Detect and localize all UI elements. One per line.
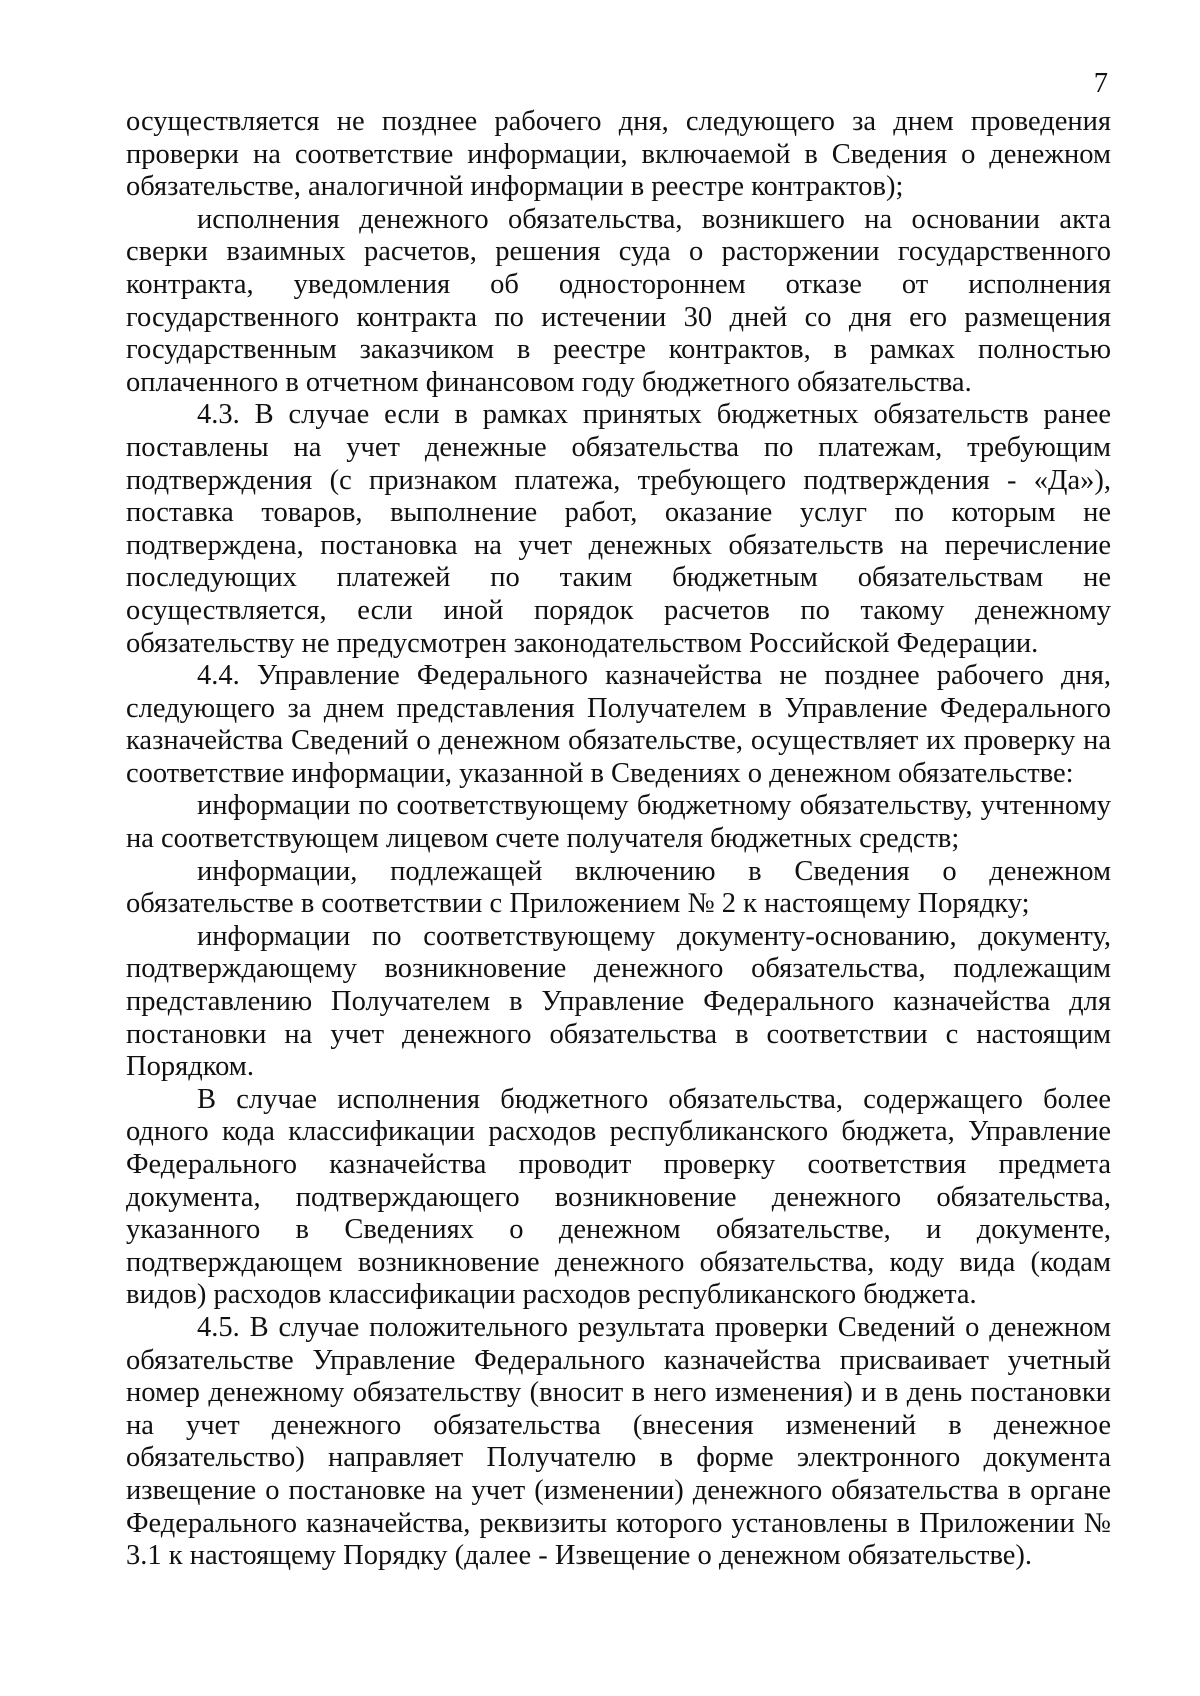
- paragraph-multiple-codes: В случае исполнения бюджетного обязательства, содержащего более одного кода классификации расходов республиканского бюджета, Управление Федерального казначейства проводит проверку соответствия предмета документа, подтверждающего возникновение денежного обязательства, указанного в Сведениях о денежном обязательстве, и документе, подтверждающем возникновение денежного обязательства, коду вида (кодам видов) расходов классификации расходов республиканского бюджета.: [126, 1083, 1111, 1311]
- page-number: 7: [1093, 68, 1108, 99]
- paragraph-check-basis-document: информации по соответствующему документу-основанию, документу, подтверждающему возникновение денежного обязательства, подлежащим представлению Получателем в Управление Федерального казначейства для постановки на учет денежного обязательства в соответствии с настоящим Порядком.: [126, 920, 1111, 1083]
- paragraph-check-appendix-2: информации, подлежащей включению в Сведения о денежном обязательстве в соответствии с Приложением № 2 к настоящему Порядку;: [126, 855, 1111, 920]
- paragraph-4-4: 4.4. Управление Федерального казначейства не позднее рабочего дня, следующего за днем представления Получателем в Управление Федерального казначейства Сведений о денежном обязательстве, осуществляет их проверку на соответствие информации, указанной в Сведениях о денежном обязательстве:: [126, 660, 1111, 789]
- paragraph-4-3: 4.3. В случае если в рамках принятых бюджетных обязательств ранее поставлены на учет денежные обязательства по платежам, требующим подтверждения (с признаком платежа, требующего подтверждения - «Да»), поставка товаров, выполнение работ, оказание услуг по которым не подтверждена, постановка на учет денежных обязательств на перечисление последующих платежей по таким бюджетным обязательствам не осуществляется, если иной порядок расчетов по такому денежному обязательству не предусмотрен законодательством Российской Федерации.: [126, 399, 1111, 659]
- paragraph-continuation: осуществляется не позднее рабочего дня, следующего за днем проведения проверки на соответствие информации, включаемой в Сведения о денежном обязательстве, аналогичной информации в реестре контрактов);: [126, 106, 1111, 203]
- paragraph-check-budget-obligation: информации по соответствующему бюджетному обязательству, учтенному на соответствующем лицевом счете получателя бюджетных средств;: [126, 790, 1111, 855]
- paragraph-4-5: 4.5. В случае положительного результата проверки Сведений о денежном обязательстве Управление Федерального казначейства присваивает учетный номер денежному обязательству (вносит в него изменения) и в день постановки на учет денежного обязательства (внесения изменений в денежное обязательство) направляет Получателю в форме электронного документа извещение о постановке на учет (изменении) денежного обязательства в органе Федерального казначейства, реквизиты которого установлены в Приложении № 3.1 к настоящему Порядку (далее - Извещение о денежном обязательстве).: [126, 1311, 1111, 1572]
- document-body: [126, 106, 1111, 1573]
- paragraph-execution-act: исполнения денежного обязательства, возникшего на основании акта сверки взаимных расчетов, решения суда о расторжении государственного контракта, уведомления об одностороннем отказе от исполнения государственного контракта по истечении 30 дней со дня его размещения государственным заказчиком в реестре контрактов, в рамках полностью оплаченного в отчетном финансовом году бюджетного обязательства.: [126, 203, 1111, 398]
